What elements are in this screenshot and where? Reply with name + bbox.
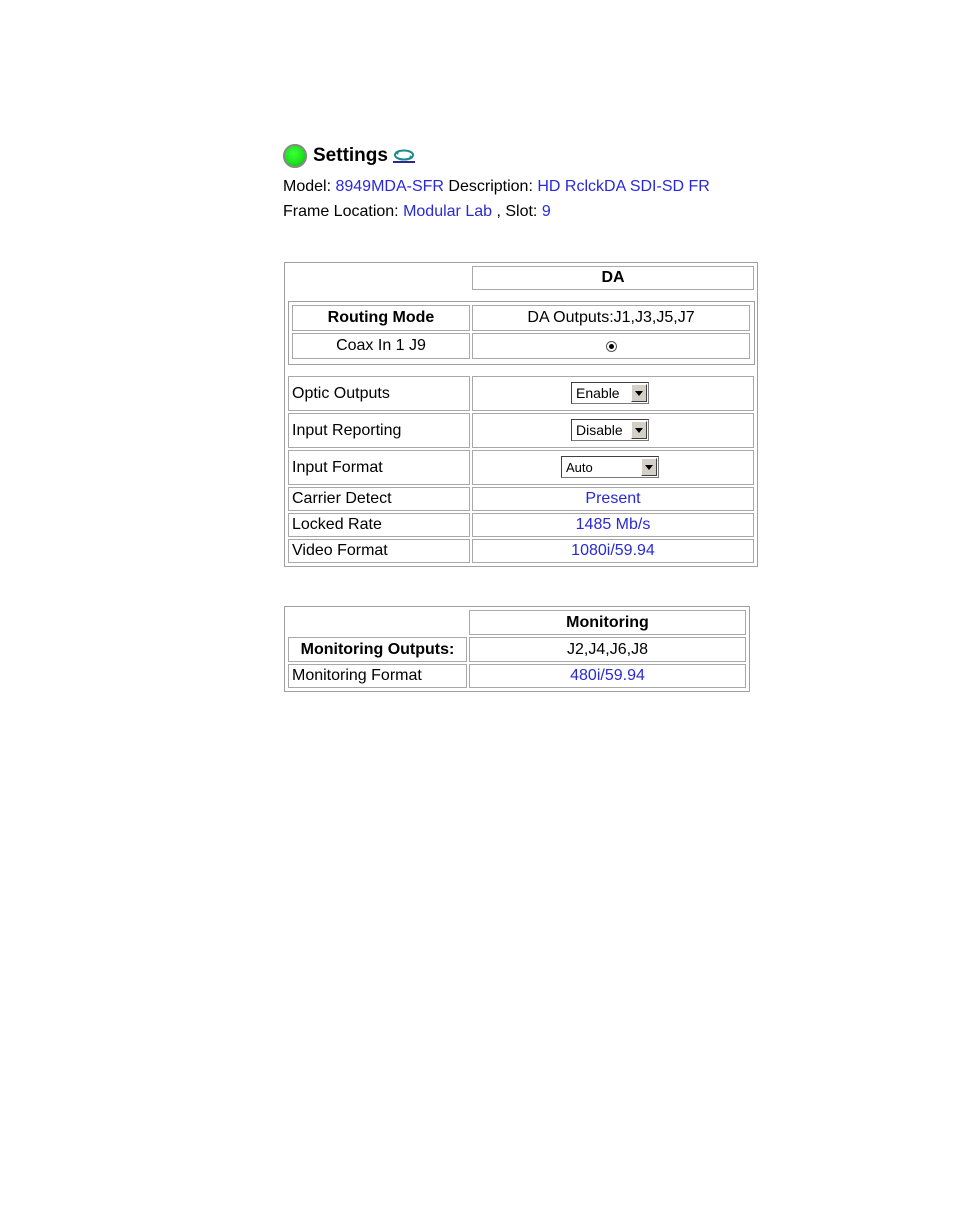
location-line xyxy=(283,199,710,224)
coax-input-cell xyxy=(472,333,750,359)
monitoring-table xyxy=(284,606,750,692)
chevron-down-icon[interactable] xyxy=(631,421,647,439)
row-video-format-label: Video Format xyxy=(288,539,470,563)
row-input-reporting-cell xyxy=(472,413,754,448)
chevron-down-icon[interactable] xyxy=(631,384,647,402)
frame-location-value[interactable]: Modular Lab xyxy=(403,203,493,220)
row-locked-rate-label: Locked Rate xyxy=(288,513,470,537)
row-input-format-cell xyxy=(472,450,754,485)
row-optic-outputs-cell xyxy=(472,376,754,411)
locked-rate-value: 1485 Mb/s xyxy=(472,513,754,537)
da-column-header: DA xyxy=(472,266,754,290)
device-info xyxy=(283,174,710,224)
da-table xyxy=(284,262,758,567)
settings-header xyxy=(283,142,710,224)
chevron-down-icon[interactable] xyxy=(641,458,657,476)
page-title: Settings xyxy=(313,145,388,166)
monitoring-outputs-value: J2,J4,J6,J8 xyxy=(469,637,746,662)
row-carrier-detect-label: Carrier Detect xyxy=(288,487,470,511)
da-outputs-label: DA Outputs:J1,J3,J5,J7 xyxy=(472,305,750,331)
slot-value[interactable]: 9 xyxy=(541,203,551,220)
input-reporting-select[interactable] xyxy=(571,419,649,441)
model-value[interactable]: 8949MDA-SFR xyxy=(335,178,444,195)
coax-input-label: Coax In 1 J9 xyxy=(292,333,470,359)
coax-input-radio[interactable] xyxy=(606,341,617,352)
video-format-value: 1080i/59.94 xyxy=(472,539,754,563)
refresh-icon[interactable] xyxy=(392,147,416,165)
routing-mode-label: Routing Mode xyxy=(292,305,470,331)
description-label: Description: xyxy=(448,178,533,195)
optic-outputs-select[interactable] xyxy=(571,382,649,404)
monitoring-format-value: 480i/59.94 xyxy=(469,664,746,688)
input-format-value: Auto xyxy=(566,459,593,475)
frame-location-label: Frame Location: xyxy=(283,203,399,220)
monitoring-format-label: Monitoring Format xyxy=(288,664,467,688)
input-format-select[interactable] xyxy=(561,456,659,478)
monitoring-column-header: Monitoring xyxy=(469,610,746,635)
model-label: Model: xyxy=(283,178,332,195)
row-input-format-label: Input Format xyxy=(288,450,470,485)
slot-label: , Slot: xyxy=(496,203,538,220)
monitoring-outputs-label: Monitoring Outputs: xyxy=(288,637,467,662)
optic-outputs-value: Enable xyxy=(576,385,620,401)
row-optic-outputs-label: Optic Outputs xyxy=(288,376,470,411)
description-value[interactable]: HD RclckDA SDI-SD FR xyxy=(537,178,710,195)
carrier-detect-value: Present xyxy=(472,487,754,511)
row-input-reporting-label: Input Reporting xyxy=(288,413,470,448)
routing-subtable xyxy=(288,301,755,365)
model-line xyxy=(283,174,710,199)
input-reporting-value: Disable xyxy=(576,422,623,438)
radio-selected-dot xyxy=(609,344,614,349)
status-light-icon xyxy=(283,144,307,168)
title-row xyxy=(283,142,710,170)
